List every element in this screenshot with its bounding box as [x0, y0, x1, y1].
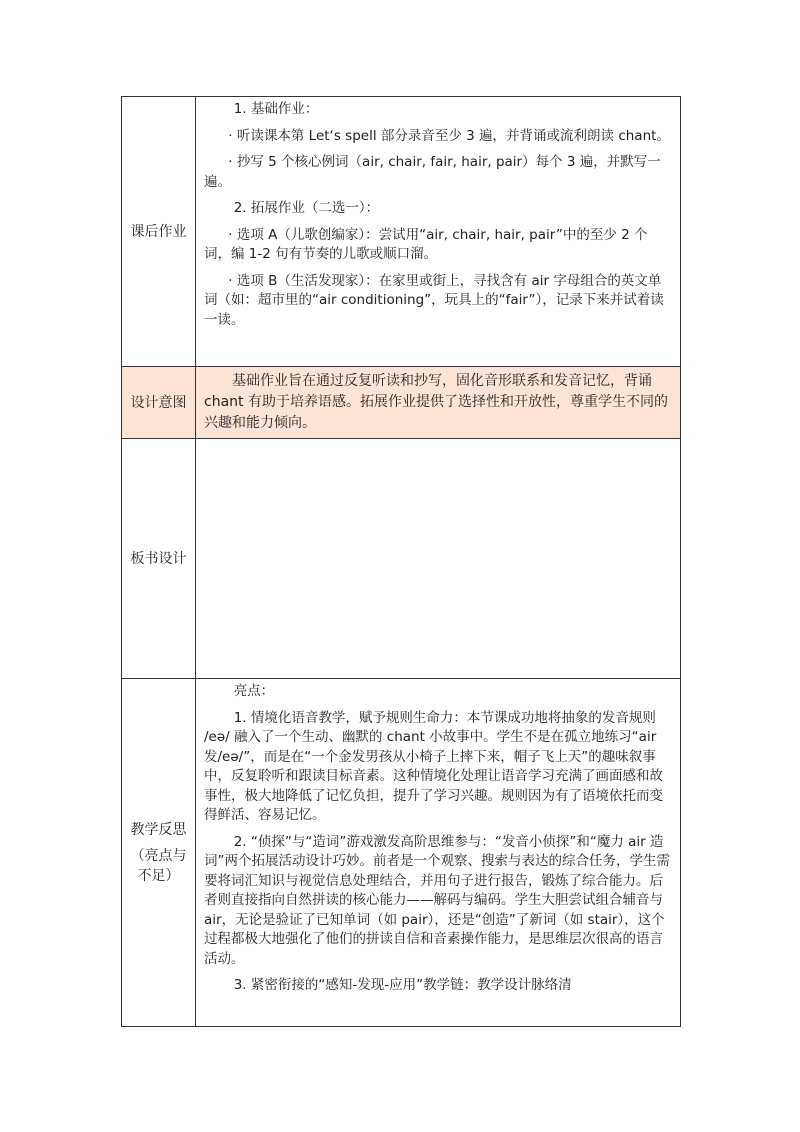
homework-content-cell: [196, 97, 681, 367]
homework-label: 课后作业: [130, 223, 187, 240]
reflection-sub-label: （亮点与不足）: [130, 847, 187, 884]
design-intent-text: 基础作业旨在通过反复听读和抄写，固化音形联系和发音记忆，背诵 chant 有助于培养语感。拓展作业提供了选择性和开放性，尊重学生不同的兴趣和能力倾向。: [204, 373, 668, 431]
reflection-label-cell: [122, 679, 196, 1027]
extended-homework-option-a: · 选项 A（儿歌创编家）：尝试用“air, chair, hair, pair”中的至少 2 个词，编 1-2 句有节奏的儿歌或顺口溜。: [204, 226, 648, 262]
basic-homework-item-1: · 听读课本第 Let‘s spell 部分录音至少 3 遍，并背诵或流利朗读 chant。: [228, 127, 670, 144]
board-design-label-cell: [122, 439, 196, 679]
reflection-content-cell: [196, 679, 681, 1027]
extended-homework-option-b: · 选项 B（生活发现家）：在家里或街上，寻找含有 air 字母组合的英文单词（如：超市里的“air conditioning”，玩具上的“fair”），记录下来并试着读一读。: [204, 272, 664, 328]
lesson-plan-table: [121, 96, 681, 1027]
board-design-row: [122, 439, 681, 679]
reflection-label: 教学反思: [130, 821, 187, 838]
extended-homework-title: 2. 拓展作业（二选一）：: [233, 200, 380, 216]
design-intent-content-cell: [196, 367, 681, 439]
board-design-content-cell: [196, 439, 681, 679]
basic-homework-title: 1. 基础作业：: [233, 101, 319, 117]
homework-label-cell: [122, 97, 196, 367]
design-intent-row: [122, 367, 681, 439]
design-intent-label-cell: [122, 367, 196, 439]
reflection-row: [122, 679, 681, 1027]
reflection-point-3: 3. 紧密衔接的“感知-发现-应用”教学链：教学设计脉络清: [233, 977, 572, 993]
reflection-point-2: 2. “侦探”与“造词”游戏激发高阶思维参与：“发音小侦探”和“魔力 air 造词”两个拓展活动设计巧妙。前者是一个观察、搜索与表达的综合任务，学生需要将词汇知识与视觉信息处理结合，并用句子进行报告，锻炼了综合能力。后者则直接指向自然拼读的核心能力——解码与编码。学生大胆尝试组合辅音与 air，无论是验证了已知单词（如 pair），还是“创造”了新词（如 stair），这个过程都极大地强化了他们的拼读自信和音素操作能力，是思维层次很高的语言活动。: [204, 833, 670, 967]
design-intent-label: 设计意图: [130, 394, 187, 411]
highlights-title: 亮点：: [233, 683, 275, 699]
homework-row: [122, 97, 681, 367]
board-design-label: 板书设计: [130, 550, 187, 567]
basic-homework-item-2: · 抄写 5 个核心例词（air, chair, fair, hair, pair）每个 3 遍，并默写一遍。: [204, 154, 661, 190]
reflection-point-1: 1. 情境化语音教学，赋予规则生命力：本节课成功地将抽象的发音规则 /eə/ 融入了一个生动、幽默的 chant 小故事中。学生不是在孤立地练习“air 发/eə/”，而是在“一个金发男孩从小椅子上摔下来，帽子飞上天”的趣味叙事中，反复聆听和跟读目标音素。这种情境化处理让语音学习充满了画面感和故事性，极大地降低了记忆负担，提升了学习兴趣。规则因为有了语境依托而变得鲜活、容易记忆。: [204, 709, 663, 823]
